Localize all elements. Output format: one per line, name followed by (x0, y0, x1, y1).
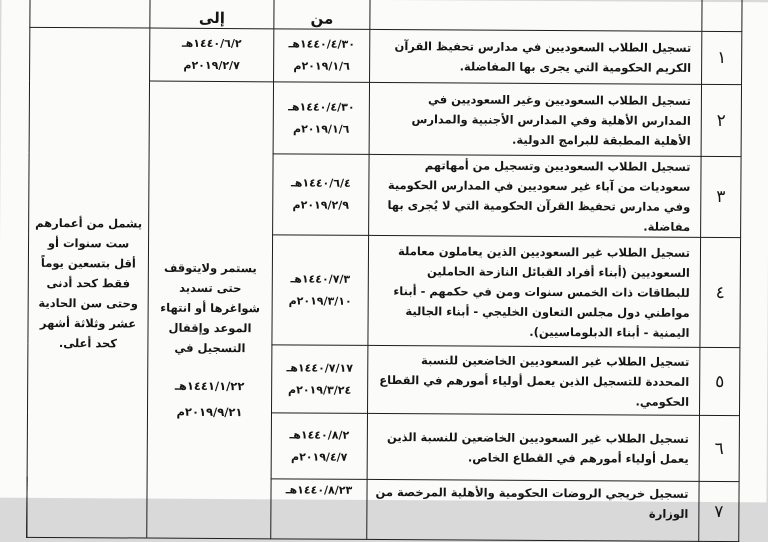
registration-schedule-table (26, 0, 742, 542)
row-number: ٧ (699, 481, 739, 541)
row-number: ١ (702, 31, 742, 84)
from-gregorian: ٢٠١٩/١/٦م (274, 55, 369, 78)
row-number: ٤ (700, 237, 741, 347)
row-description: تسجيل الطلاب السعوديين وتسجيل من أمهاتهم سعوديات من آباء غير سعوديين في المدارس الحكومية وفي مدارس تحفيظ القرآن الحكومية التي لا يُجرى بها مفاضلة. (369, 154, 701, 237)
from-hijri: ١٤٤٠/٧/١٧هـ (272, 357, 367, 380)
age-eligibility-note: يشمل من أعمارهم ست سنوات أو أقل بتسعين يوماً فقط كحد أدنى وحتى سن الحادية عشر وثلاثة أشهر كحد أعلى. (27, 27, 150, 538)
continue-end-hijri: ١٤٤١/١/٢٢هـ (154, 376, 265, 397)
header-description-cell (370, 0, 702, 31)
header-from: من (274, 0, 370, 29)
row-number: ٥ (699, 347, 739, 415)
from-gregorian: ٢٠١٩/٣/٢٤م (272, 379, 367, 402)
row-description: تسجيل الطلاب غير السعوديين الذين يعاملون معاملة السعوديين (أبناء أفراد القبائل النازحة الحاملين للبطاقات ذات الخمس سنوات ومن في حكمهم - أبناء مواطني دول مجلس التعاون الخليجي - أبناء الجالية اليمنية - أبناء الدبلوماسيين). (368, 235, 701, 347)
from-gregorian: ٢٠١٩/٤/٧م (272, 446, 367, 469)
row-description: تسجيل الطلاب السعوديين وغير السعوديين في المدارس الأهلية وفي المدارس الأجنبية والمدارس الأهلية المطبقة للبرامج الدولية. (369, 82, 701, 156)
row-description: تسجيل الطلاب غير السعوديين الخاضعين للنسبة المحددة للتسجيل الذين يعمل أولياء أمورهم في القطاع الحكومي. (368, 345, 700, 415)
row-number: ٣ (701, 156, 741, 237)
registration-continue-note (147, 81, 274, 539)
row-description: تسجيل الطلاب غير السعوديين الخاضعين للنسبة الذين يعمل أولياء أمورهم في القطاع الخاص. (367, 413, 699, 481)
from-hijri: ١٤٤٠/٨/٢هـ (272, 424, 367, 447)
from-hijri: ١٤٤٠/٨/٢٣هـ (271, 479, 366, 502)
header-number-cell (702, 0, 742, 32)
row-from-date (273, 82, 369, 155)
from-hijri: ١٤٤٠/٤/٣٠هـ (274, 33, 369, 56)
header-to: إلى (150, 0, 274, 29)
from-hijri: ١٤٤٠/٦/٤هـ (273, 172, 368, 195)
row-number: ٦ (699, 415, 739, 481)
table-row (30, 27, 742, 84)
row-to-date (150, 28, 274, 82)
row-from-date (273, 154, 369, 236)
row-from-date (271, 413, 367, 480)
row-number: ٢ (701, 84, 741, 156)
to-hijri: ١٤٤٠/٦/٢هـ (150, 33, 273, 56)
to-gregorian: ٢٠١٩/٢/٧م (150, 55, 273, 78)
row-description: تسجيل الطلاب السعوديين في مدارس تحفيظ القرآن الكريم الحكومية التي يجرى بها المفاضلة. (370, 29, 702, 84)
continue-end-gregorian: ٢٠١٩/٩/٢١م (154, 402, 265, 423)
from-gregorian: ٢٠١٩/٣/١٠م (273, 290, 368, 313)
header-notes-cell (30, 0, 150, 28)
from-hijri: ١٤٤٠/٧/٣هـ (273, 268, 368, 291)
from-gregorian: ٢٠١٩/١/٦م (274, 118, 369, 141)
continue-note-text: يستمر ولايتوقف حتى تسديد شواغرها أو انتهاء الموعد وإقفال التسجيل في (154, 258, 266, 359)
row-description: تسجيل خريجي الروضات الحكومية والأهلية المرخصة من الوزارة (367, 479, 699, 541)
from-gregorian: ٢٠١٩/٢/٩م (273, 194, 368, 217)
row-from-date (272, 345, 368, 414)
row-from-date (274, 29, 370, 83)
header-row (30, 0, 742, 32)
from-hijri: ١٤٤٠/٤/٣٠هـ (274, 96, 369, 119)
row-from-date (271, 479, 367, 540)
row-from-date (272, 235, 369, 346)
